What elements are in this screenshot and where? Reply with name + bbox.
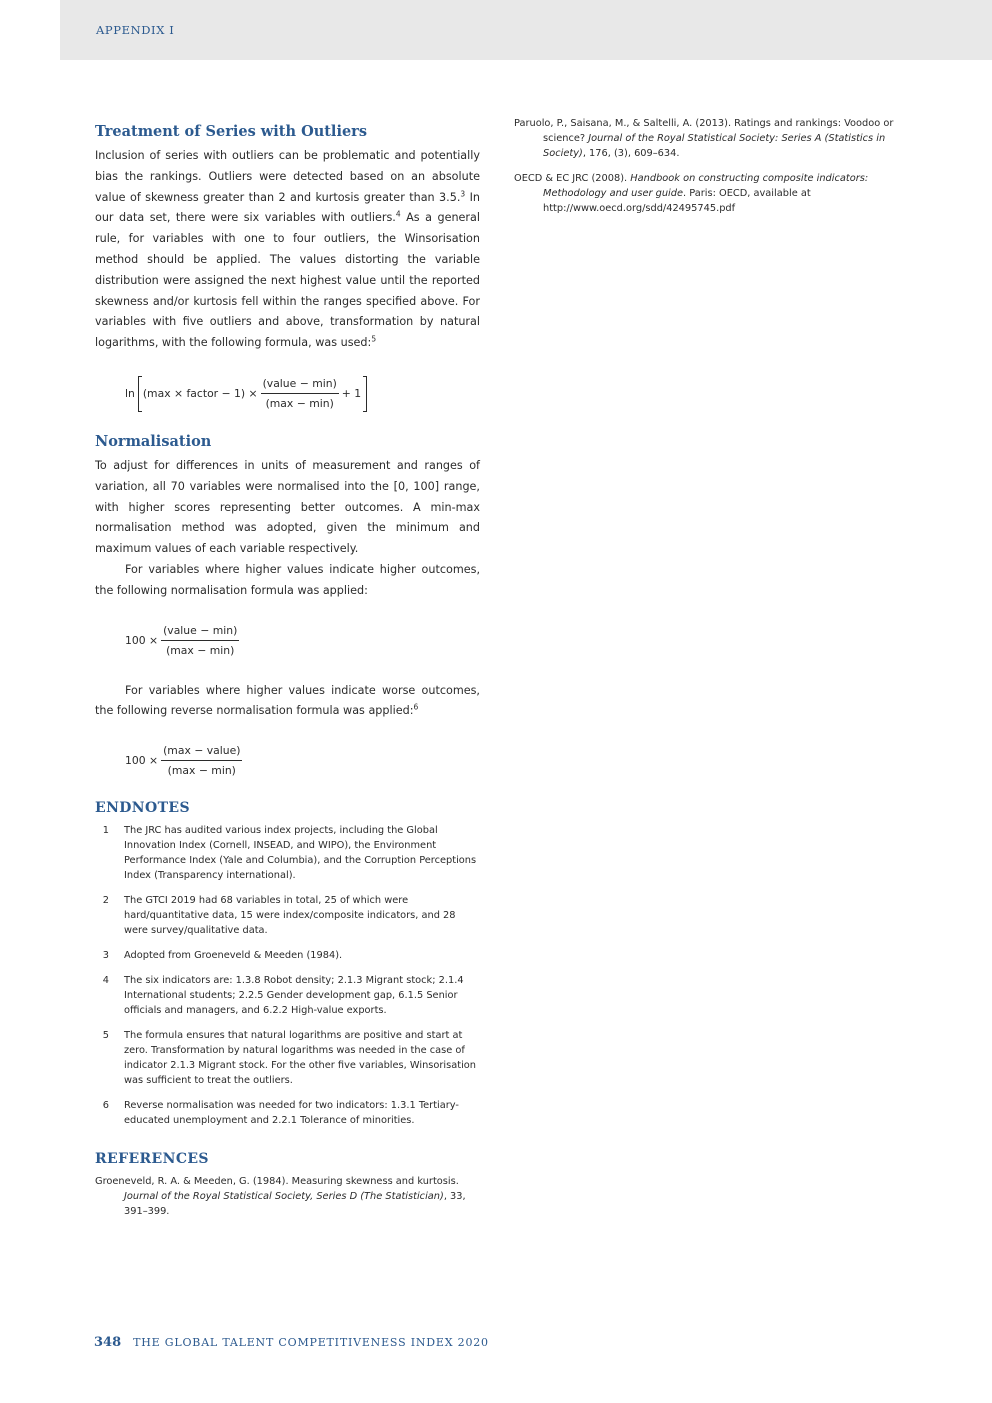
endnotes-list (95, 823, 480, 1128)
normalisation-paragraph-1: To adjust for differences in units of measurement and ranges of variation, all 70 variables were normalised into the [0, 100] range, with higher scores representing better outcomes. A min-max normalisation method was adopted, given the minimum and maximum values of each variable respectively. (95, 458, 480, 556)
normalisation-heading: Normalisation (95, 432, 212, 450)
endnote-item: 4 The six indicators are: 1.3.8 Robot density; 2.1.3 Migrant stock; 2.1.4 International students; 2.2.5 Gender development gap, 6.1.5 Senior officials and managers, and 6.2.2 High-value exports. (102, 975, 464, 1017)
page-number: 348 (94, 1335, 122, 1350)
page-footer (94, 1335, 489, 1350)
appendix-label: APPENDIX I (96, 23, 175, 37)
endnote-item: 2 The GTCI 2019 had 68 variables in total, 25 of which were hard/quantitative data, 15 were index/composite indicators, and 28 were survey/qualitative data. (102, 895, 456, 937)
endnote-item: 6 Reverse normalisation was needed for two indicators: 1.3.1 Tertiary-educated unemployment and 2.2.1 Tolerance of minorities. (102, 1100, 459, 1127)
endnote-ref-3[interactable]: 3 (460, 188, 466, 198)
references-heading: REFERENCES (95, 1151, 209, 1168)
reverse-normalisation-formula: 100 × $\frac{\text{(max − value)}}{(\max - \min)}$ (125, 744, 241, 778)
outliers-paragraph: Inclusion of series with outliers can be problematic and potentially bias the rankings. Outliers were detected based on an absolute value of skewness greater than 2 and kurtosis greater than 3.5.$^3$ In our data set, there were six variables with outliers.$^4$ As a general rule, for variables with one to four outliers, the Winsorisation method should be applied. The values distorting the variable distribution were assigned the next highest value until the reported skewness and/or kurtosis fell within the ranges specified above. For variables with five outliers and above, transformation by natural logarithms, with the following formula, was used:$^5$ (95, 149, 480, 350)
outliers-heading: Treatment of Series with Outliers (95, 123, 367, 140)
right-column (514, 116, 894, 226)
endnote-ref-5[interactable]: 5 (371, 334, 377, 344)
reference-oecd: OECD & EC JRC (2008). Handbook on constructing composite indicators: Methodology and user guide. Paris: OECD, available at http://www.oecd.org/sdd/42495745.pdf (514, 173, 869, 214)
endnote-item: 5 The formula ensures that natural logarithms are positive and start at zero. Transformation by natural logarithms was needed in the case of indicator 2.1.3 Migrant stock. For the other five variables, Winsorisation was sufficient to treat the outliers. (102, 1030, 477, 1087)
endnote-ref-6[interactable]: 6 (413, 702, 419, 712)
left-column (95, 122, 480, 1229)
log-transform-formula: ln (max × factor − 1) × $\frac{\text{(value − min)}}{(\max - \min)}$ + 1 (125, 376, 480, 412)
normalisation-paragraph-3: For variables where higher values indicate worse outcomes, the following reverse normalisation formula was applied:$^6$ (95, 683, 480, 718)
publication-title: THE GLOBAL TALENT COMPETITIVENESS INDEX 2020 (133, 1336, 489, 1349)
endnote-item: 3 Adopted from Groeneveld & Meeden (1984). (102, 950, 343, 962)
reference-groeneveld: Groeneveld, R. A. & Meeden, G. (1984). Measuring skewness and kurtosis. Journal of the Royal Statistical Society, Series D (The Statistician), 33, 391–399. (95, 1176, 466, 1218)
normalisation-paragraph-2: For variables where higher values indicate higher outcomes, the following normalisation formula was applied: (95, 562, 480, 597)
normalisation-formula: 100 × $\frac{\text{(value − min)}}{(\max - \min)}$ (125, 623, 238, 657)
endnote-item: 1 The JRC has audited various index projects, including the Global Innovation Index (Cornell, INSEAD, and WIPO), the Environment Performance Index (Yale and Columbia), and the Corruption Perceptions Index (Transparency international). (102, 825, 477, 882)
endnote-ref-4[interactable]: 4 (395, 209, 401, 219)
header-band (60, 0, 992, 60)
endnotes-heading: ENDNOTES (95, 800, 190, 817)
reference-paruolo: Paruolo, P., Saisana, M., & Saltelli, A. (2013). Ratings and rankings: Voodoo or science? Journal of the Royal Statistical Society: Series A (Statistics in Society), 176, (3), 609–634. (514, 118, 894, 159)
